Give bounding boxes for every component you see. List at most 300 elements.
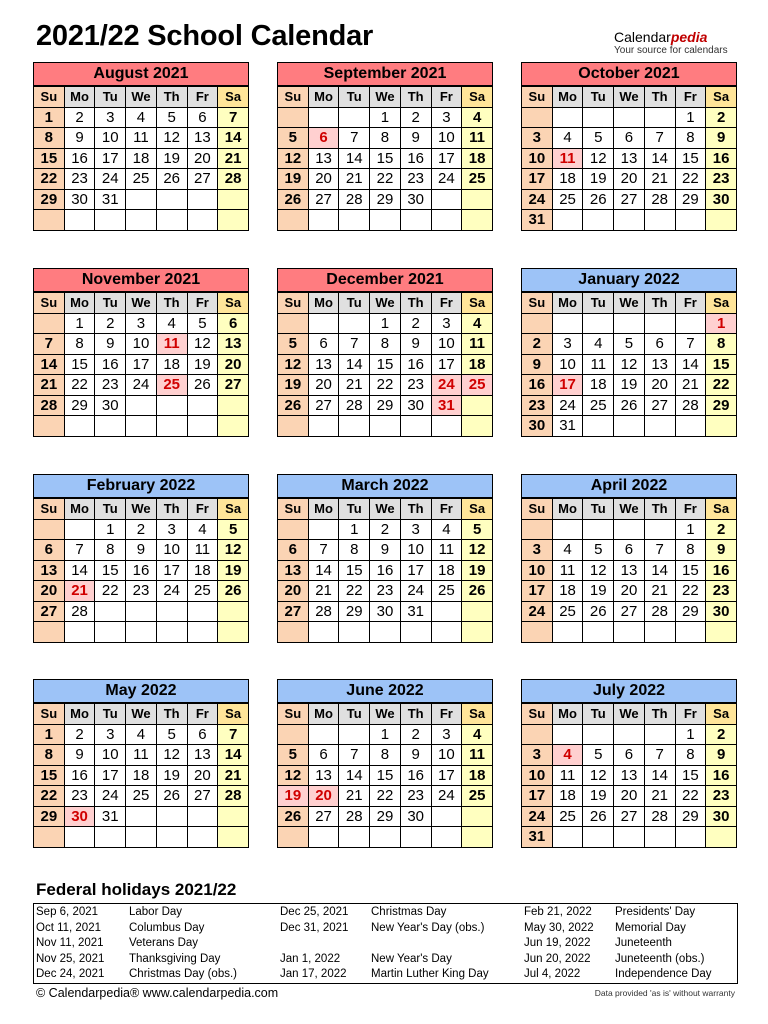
holiday-name: Martin Luther King Day — [371, 968, 489, 980]
empty-cell — [522, 313, 553, 334]
day-cell: 7 — [644, 128, 675, 149]
day-name: Mo — [552, 704, 583, 725]
day-cell: 31 — [400, 601, 431, 622]
holiday-date: Dec 24, 2021 — [36, 968, 105, 980]
holiday-column — [36, 905, 276, 983]
day-cell: 14 — [644, 560, 675, 581]
day-cell: 5 — [583, 540, 614, 561]
day-cell: 11 — [462, 334, 493, 355]
day-cell: 20 — [614, 786, 645, 807]
day-name: We — [370, 704, 401, 725]
day-cell: 6 — [308, 128, 339, 149]
day-cell: 18 — [583, 375, 614, 396]
day-name: Tu — [339, 87, 370, 108]
day-cell: 27 — [187, 169, 218, 190]
day-cell: 3 — [431, 313, 462, 334]
day-cell: 10 — [95, 128, 126, 149]
empty-cell — [675, 622, 706, 643]
day-cell: 19 — [614, 375, 645, 396]
day-cell: 10 — [522, 148, 553, 169]
day-name: Sa — [218, 499, 249, 520]
day-cell: 6 — [187, 107, 218, 128]
holiday-row — [524, 936, 764, 952]
day-name: Mo — [552, 87, 583, 108]
day-name: Th — [156, 293, 187, 314]
empty-cell — [278, 622, 309, 643]
day-cell: 15 — [370, 148, 401, 169]
empty-cell — [675, 827, 706, 848]
day-cell: 31 — [431, 395, 462, 416]
day-cell: 13 — [187, 745, 218, 766]
day-cell: 15 — [64, 354, 95, 375]
day-cell: 7 — [339, 334, 370, 355]
empty-cell — [34, 416, 65, 437]
day-cell: 28 — [339, 189, 370, 210]
empty-cell — [706, 622, 737, 643]
day-name: We — [370, 293, 401, 314]
day-cell: 14 — [644, 765, 675, 786]
day-cell: 16 — [64, 765, 95, 786]
empty-cell — [400, 210, 431, 231]
day-cell: 12 — [583, 765, 614, 786]
empty-cell — [126, 395, 157, 416]
day-cell: 26 — [278, 806, 309, 827]
day-cell: 20 — [644, 375, 675, 396]
holiday-row — [524, 921, 764, 937]
day-cell: 13 — [308, 354, 339, 375]
empty-cell — [431, 189, 462, 210]
month-table — [33, 703, 249, 848]
day-cell: 10 — [431, 745, 462, 766]
empty-cell — [64, 519, 95, 540]
day-name: We — [614, 293, 645, 314]
day-cell: 20 — [614, 581, 645, 602]
month-title: November 2021 — [33, 268, 249, 292]
empty-cell — [126, 416, 157, 437]
day-cell: 5 — [278, 128, 309, 149]
day-cell: 28 — [644, 806, 675, 827]
day-cell: 12 — [156, 128, 187, 149]
day-cell: 22 — [706, 375, 737, 396]
day-cell: 19 — [278, 169, 309, 190]
brand-logo[interactable] — [614, 30, 736, 56]
day-cell: 21 — [339, 169, 370, 190]
day-name: We — [126, 293, 157, 314]
empty-cell — [552, 622, 583, 643]
day-cell: 15 — [675, 560, 706, 581]
empty-cell — [552, 107, 583, 128]
day-name: Fr — [431, 499, 462, 520]
day-cell: 31 — [95, 806, 126, 827]
day-cell: 25 — [462, 375, 493, 396]
day-cell: 22 — [34, 786, 65, 807]
day-cell: 4 — [583, 334, 614, 355]
day-cell: 6 — [308, 745, 339, 766]
day-cell: 11 — [187, 540, 218, 561]
day-cell: 3 — [95, 107, 126, 128]
day-cell: 18 — [462, 354, 493, 375]
month-4 — [277, 268, 493, 437]
day-name: Tu — [583, 704, 614, 725]
day-name: Tu — [339, 704, 370, 725]
empty-cell — [308, 416, 339, 437]
day-cell: 1 — [675, 107, 706, 128]
day-cell: 24 — [431, 375, 462, 396]
day-cell: 17 — [126, 354, 157, 375]
day-cell: 4 — [462, 313, 493, 334]
day-cell: 19 — [583, 169, 614, 190]
day-name: Th — [400, 87, 431, 108]
day-cell: 3 — [552, 334, 583, 355]
day-cell: 9 — [706, 540, 737, 561]
holiday-name: Memorial Day — [615, 921, 686, 934]
empty-cell — [522, 724, 553, 745]
day-cell: 28 — [34, 395, 65, 416]
day-cell: 30 — [64, 189, 95, 210]
empty-cell — [462, 622, 493, 643]
day-cell: 3 — [431, 107, 462, 128]
day-cell: 26 — [156, 169, 187, 190]
empty-cell — [644, 416, 675, 437]
day-cell: 16 — [706, 560, 737, 581]
day-cell: 30 — [400, 395, 431, 416]
empty-cell — [34, 313, 65, 334]
day-cell: 17 — [522, 169, 553, 190]
month-2 — [521, 62, 737, 231]
empty-cell — [706, 210, 737, 231]
day-cell: 15 — [675, 765, 706, 786]
day-cell: 5 — [614, 334, 645, 355]
day-cell: 2 — [400, 107, 431, 128]
day-cell: 10 — [400, 540, 431, 561]
day-cell: 28 — [308, 601, 339, 622]
day-name: Sa — [706, 87, 737, 108]
day-cell: 26 — [278, 189, 309, 210]
day-cell: 11 — [126, 745, 157, 766]
day-cell: 29 — [370, 395, 401, 416]
day-cell: 26 — [156, 786, 187, 807]
day-cell: 28 — [218, 786, 249, 807]
month-title: July 2022 — [521, 679, 737, 703]
empty-cell — [308, 210, 339, 231]
day-cell: 25 — [552, 601, 583, 622]
day-cell: 16 — [400, 765, 431, 786]
day-cell: 7 — [308, 540, 339, 561]
holiday-row — [524, 952, 764, 968]
holiday-row — [36, 967, 276, 983]
holiday-name: Independence Day — [615, 968, 712, 980]
holiday-date: Jan 1, 2022 — [280, 952, 341, 965]
empty-cell — [278, 519, 309, 540]
empty-cell — [644, 724, 675, 745]
empty-cell — [370, 827, 401, 848]
empty-cell — [187, 622, 218, 643]
empty-cell — [614, 622, 645, 643]
empty-cell — [34, 622, 65, 643]
day-cell: 13 — [218, 334, 249, 355]
day-cell: 18 — [431, 560, 462, 581]
day-cell: 24 — [431, 786, 462, 807]
holiday-row — [36, 905, 276, 921]
empty-cell — [644, 107, 675, 128]
holiday-date: Jul 4, 2022 — [524, 968, 581, 980]
day-cell: 5 — [278, 745, 309, 766]
empty-cell — [308, 724, 339, 745]
empty-cell — [339, 313, 370, 334]
day-cell: 10 — [126, 334, 157, 355]
day-cell: 19 — [187, 354, 218, 375]
day-cell: 25 — [126, 169, 157, 190]
day-cell: 29 — [64, 395, 95, 416]
empty-cell — [431, 601, 462, 622]
day-cell: 21 — [644, 786, 675, 807]
day-name: Su — [34, 293, 65, 314]
day-cell: 2 — [522, 334, 553, 355]
day-cell: 16 — [370, 560, 401, 581]
empty-cell — [308, 107, 339, 128]
day-cell: 27 — [614, 806, 645, 827]
day-cell: 30 — [64, 806, 95, 827]
day-cell: 12 — [278, 354, 309, 375]
empty-cell — [583, 313, 614, 334]
empty-cell — [431, 416, 462, 437]
holiday-date: Feb 21, 2022 — [524, 906, 592, 918]
empty-cell — [126, 189, 157, 210]
day-cell: 11 — [552, 765, 583, 786]
day-cell: 29 — [339, 601, 370, 622]
empty-cell — [218, 210, 249, 231]
day-cell: 7 — [675, 334, 706, 355]
day-name: Fr — [431, 293, 462, 314]
day-cell: 13 — [34, 560, 65, 581]
holiday-row — [280, 952, 520, 968]
empty-cell — [64, 827, 95, 848]
empty-cell — [552, 519, 583, 540]
day-cell: 3 — [522, 128, 553, 149]
day-cell: 23 — [370, 581, 401, 602]
day-cell: 19 — [156, 148, 187, 169]
day-cell: 2 — [64, 724, 95, 745]
day-name: Mo — [552, 499, 583, 520]
month-title: January 2022 — [521, 268, 737, 292]
empty-cell — [95, 827, 126, 848]
day-cell: 8 — [706, 334, 737, 355]
day-cell: 9 — [64, 128, 95, 149]
day-name: Th — [400, 704, 431, 725]
empty-cell — [339, 622, 370, 643]
day-name: We — [126, 704, 157, 725]
day-cell: 18 — [552, 169, 583, 190]
day-cell: 5 — [583, 745, 614, 766]
holiday-date: Dec 25, 2021 — [280, 906, 349, 918]
day-cell: 2 — [706, 107, 737, 128]
day-cell: 29 — [370, 189, 401, 210]
day-cell: 25 — [462, 169, 493, 190]
empty-cell — [156, 210, 187, 231]
day-cell: 12 — [583, 560, 614, 581]
day-name: We — [614, 499, 645, 520]
day-cell: 25 — [552, 806, 583, 827]
day-cell: 20 — [614, 169, 645, 190]
month-1 — [277, 62, 493, 231]
day-cell: 9 — [126, 540, 157, 561]
day-name: We — [614, 704, 645, 725]
day-cell: 13 — [308, 765, 339, 786]
day-name: Su — [34, 499, 65, 520]
holiday-name: Thanksgiving Day — [129, 952, 221, 965]
day-cell: 16 — [522, 375, 553, 396]
day-name: We — [126, 499, 157, 520]
day-cell: 23 — [400, 786, 431, 807]
month-title: August 2021 — [33, 62, 249, 86]
day-cell: 21 — [675, 375, 706, 396]
empty-cell — [278, 210, 309, 231]
day-cell: 31 — [95, 189, 126, 210]
empty-cell — [126, 827, 157, 848]
empty-cell — [34, 827, 65, 848]
empty-cell — [675, 210, 706, 231]
day-cell: 27 — [614, 601, 645, 622]
day-cell: 23 — [706, 169, 737, 190]
holiday-name: Veterans Day — [129, 937, 199, 949]
day-cell: 21 — [339, 786, 370, 807]
day-cell: 1 — [34, 107, 65, 128]
day-name: Tu — [583, 499, 614, 520]
day-cell: 27 — [187, 786, 218, 807]
day-cell: 22 — [370, 786, 401, 807]
day-cell: 30 — [706, 806, 737, 827]
day-name: Sa — [706, 293, 737, 314]
holiday-row — [36, 952, 276, 968]
empty-cell — [339, 210, 370, 231]
day-name: Su — [34, 87, 65, 108]
day-cell: 6 — [614, 745, 645, 766]
day-cell: 28 — [644, 601, 675, 622]
day-cell: 15 — [95, 560, 126, 581]
month-3 — [33, 268, 249, 437]
day-cell: 6 — [644, 334, 675, 355]
day-cell: 6 — [308, 334, 339, 355]
day-cell: 9 — [706, 128, 737, 149]
empty-cell — [156, 622, 187, 643]
day-name: Su — [278, 499, 309, 520]
day-cell: 19 — [278, 786, 309, 807]
day-cell: 25 — [462, 786, 493, 807]
day-cell: 2 — [126, 519, 157, 540]
holiday-column — [280, 905, 520, 983]
empty-cell — [64, 622, 95, 643]
day-cell: 17 — [431, 148, 462, 169]
day-cell: 10 — [95, 745, 126, 766]
day-cell: 22 — [339, 581, 370, 602]
day-cell: 24 — [431, 169, 462, 190]
day-cell: 23 — [64, 169, 95, 190]
brand-name-plain: Calendar — [614, 29, 671, 45]
holiday-date: Sep 6, 2021 — [36, 906, 99, 918]
empty-cell — [34, 519, 65, 540]
day-cell: 15 — [675, 148, 706, 169]
month-10 — [277, 679, 493, 848]
day-name: Th — [156, 87, 187, 108]
day-cell: 24 — [400, 581, 431, 602]
day-cell: 3 — [95, 724, 126, 745]
day-cell: 4 — [431, 519, 462, 540]
empty-cell — [400, 416, 431, 437]
holiday-name: New Year's Day — [371, 952, 452, 965]
day-name: Fr — [187, 499, 218, 520]
day-cell: 9 — [64, 745, 95, 766]
day-cell: 2 — [95, 313, 126, 334]
day-cell: 24 — [126, 375, 157, 396]
day-cell: 26 — [583, 189, 614, 210]
empty-cell — [278, 107, 309, 128]
month-title: December 2021 — [277, 268, 493, 292]
day-cell: 27 — [308, 806, 339, 827]
day-cell: 10 — [522, 765, 553, 786]
empty-cell — [431, 622, 462, 643]
empty-cell — [156, 416, 187, 437]
day-cell: 26 — [614, 395, 645, 416]
day-cell: 13 — [614, 148, 645, 169]
empty-cell — [278, 416, 309, 437]
day-cell: 5 — [156, 724, 187, 745]
day-name: Su — [278, 704, 309, 725]
day-cell: 18 — [187, 560, 218, 581]
day-name: Th — [644, 293, 675, 314]
day-cell: 22 — [370, 375, 401, 396]
day-cell: 25 — [187, 581, 218, 602]
empty-cell — [95, 601, 126, 622]
day-name: Th — [644, 704, 675, 725]
day-cell: 6 — [187, 724, 218, 745]
day-cell: 8 — [370, 334, 401, 355]
holiday-date: Nov 11, 2021 — [36, 937, 104, 949]
day-cell: 17 — [95, 148, 126, 169]
day-cell: 23 — [522, 395, 553, 416]
day-cell: 28 — [644, 189, 675, 210]
disclaimer: Data provided 'as is' without warranty — [594, 988, 735, 998]
holiday-name: Christmas Day (obs.) — [129, 968, 237, 980]
holiday-name: Juneteenth (obs.) — [615, 952, 705, 965]
page-title: 2021/22 School Calendar — [36, 20, 374, 52]
day-cell: 29 — [34, 189, 65, 210]
empty-cell — [552, 313, 583, 334]
empty-cell — [278, 827, 309, 848]
day-cell: 17 — [522, 581, 553, 602]
day-cell: 10 — [522, 560, 553, 581]
day-cell: 1 — [370, 724, 401, 745]
day-cell: 9 — [400, 128, 431, 149]
day-name: Tu — [95, 704, 126, 725]
day-name: Mo — [308, 293, 339, 314]
day-cell: 9 — [370, 540, 401, 561]
day-cell: 11 — [431, 540, 462, 561]
day-cell: 30 — [706, 189, 737, 210]
empty-cell — [583, 107, 614, 128]
day-cell: 9 — [522, 354, 553, 375]
day-cell: 21 — [218, 148, 249, 169]
day-cell: 24 — [522, 806, 553, 827]
day-name: Mo — [64, 704, 95, 725]
empty-cell — [187, 416, 218, 437]
day-cell: 15 — [706, 354, 737, 375]
empty-cell — [522, 519, 553, 540]
empty-cell — [278, 313, 309, 334]
empty-cell — [339, 827, 370, 848]
empty-cell — [339, 107, 370, 128]
holiday-row — [280, 921, 520, 937]
month-table — [277, 498, 493, 643]
